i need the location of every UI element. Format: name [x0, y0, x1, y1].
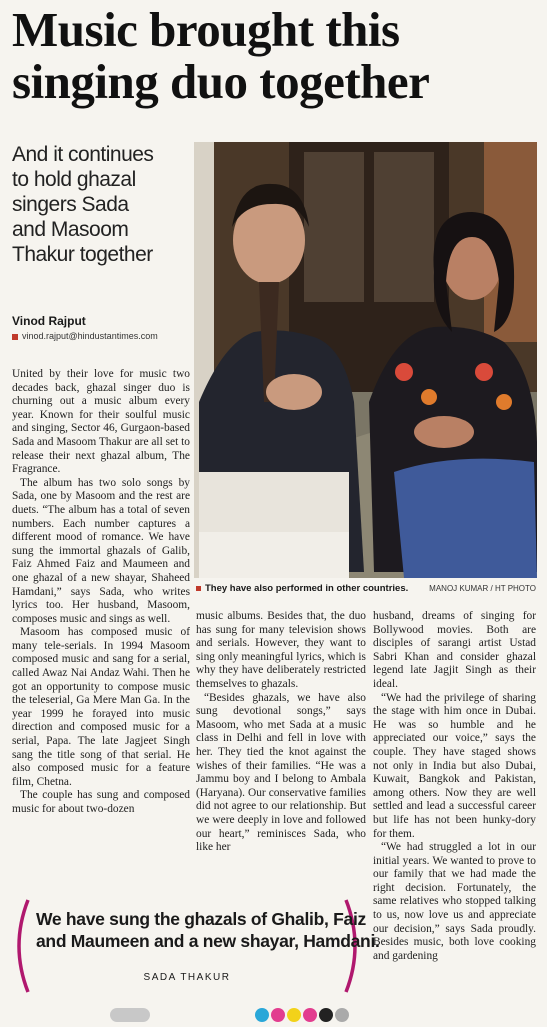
author-email-text: vinod.rajput@hindustantimes.com: [22, 331, 158, 341]
body-column-3: [373, 610, 536, 1010]
dot: [303, 1008, 317, 1022]
body-column-2: [196, 610, 366, 898]
decorative-shape: [110, 1008, 150, 1022]
body-column-1: [12, 368, 190, 896]
pull-quote-line: We have sung the ghazals of Ghalib, Faiz: [36, 909, 366, 929]
paragraph: Masoom has composed music of many tele-serials. In 1994 Masoom composed music and sang for a serial, called Awaz Nai Andaz Wahi. Then he got an opportunity to compose music the teleserial, Ga Mere Man Ga. In the year 1999 he forayed into music direction and composed music for a serial, Papa. The late Jagjeet Singh sang the title song of that serial. He also composed music for a feature film, Chetna.: [12, 626, 190, 788]
photo-credit: MANOJ KUMAR / HT PHOTO: [429, 584, 536, 593]
headline-line-1: Music brought this: [12, 2, 400, 57]
paragraph: The album has two solo songs by Sada, one by Masoom and the rest are duets. “The album has a total of seven numbers. Each number captures a different mood of romance. We have sung the immortal ghazals of Galib, Faiz Ahmed Faiz and Maumeen and one ghazal of a new shayar, Shaheed Hamdani,” says Sada, who writes lyrics too. Her husband, Masoom, composes music and sings as well.: [12, 476, 190, 625]
paragraph: “Besides ghazals, we have also sung devotional songs,” says Masoom, who met Sada at a music class in Delhi and fell in love with her. They tied the knot against the wishes of their families. “He was a Jammu boy and I belong to Ambala (Haryana). Our conservative families did not agree to our relationship. But we were deeply in love and followed our heart,” reminisces Sada, who like her: [196, 691, 366, 854]
bullet-icon: [196, 586, 201, 591]
dot: [287, 1008, 301, 1022]
deck-line: singers Sada: [12, 193, 129, 216]
dot: [335, 1008, 349, 1022]
deck: [12, 142, 182, 267]
paragraph: The couple has sung and composed music for about two-dozen: [12, 789, 190, 815]
headline-line-2: singing duo together: [12, 54, 430, 109]
bullet-icon: [12, 334, 18, 340]
paragraph: music albums. Besides that, the duo has sung for many television shows and serials. However, they want to sing only meaningful lyrics, which is why they have deliberately restricted themselves to ghazals.: [196, 610, 366, 690]
color-dots: [255, 1008, 351, 1027]
dot: [255, 1008, 269, 1022]
deck-line: and Masoom: [12, 218, 129, 241]
deck-line: to hold ghazal: [12, 168, 136, 191]
pull-quote-text: [36, 908, 380, 952]
caption-text: They have also performed in other countries.: [205, 583, 409, 594]
pull-quote: [6, 898, 380, 998]
paragraph: United by their love for music two decades back, ghazal singer duo is churning out a music album every year. Known for their soulful music and singing, Sector 46, Gurgaon-based Sada and Masoom Thakur are all set to release their next ghazal album, The Fragrance.: [12, 368, 190, 476]
duo-photo-illustration: [194, 142, 537, 578]
byline: [12, 314, 192, 341]
paragraph: “We had struggled a lot in our initial years. We wanted to prove to our family that we had made the right decision. Fortunately, the same relatives who stopped talking to us, now love us and appreciate our decision,” says Sada proudly. Besides music, both love cooking and gardening: [373, 841, 536, 962]
headline: [12, 4, 542, 108]
author-name: Vinod Rajput: [12, 314, 86, 328]
author-email[interactable]: [12, 331, 192, 341]
deck-line: Thakur together: [12, 243, 153, 266]
deck-line: And it continues: [12, 143, 154, 166]
paragraph: husband, dreams of singing for Bollywood movies. Both are disciples of sarangi artist Ustad Sabri Khan and consider ghazal legend late Jagjit Singh as their ideal.: [373, 610, 536, 690]
duo-photo: [194, 142, 537, 578]
dot: [271, 1008, 285, 1022]
photo-caption: [196, 583, 536, 594]
pull-quote-attribution: SADA THAKUR: [143, 972, 231, 983]
dot: [319, 1008, 333, 1022]
paragraph: “We had the privilege of sharing the stage with him once in Dubai. He was so humble and he appreciated our voice,” says the couple. They have staged shows not only in India but also Dubai, Kuwait, Bangkok and Pakistan, among others. Now they are well settled and lead a successful career but life has not been hunky-dory for them.: [373, 691, 536, 840]
pull-quote-line: and Maumeen and a new shayar, Hamdani.: [36, 931, 380, 951]
